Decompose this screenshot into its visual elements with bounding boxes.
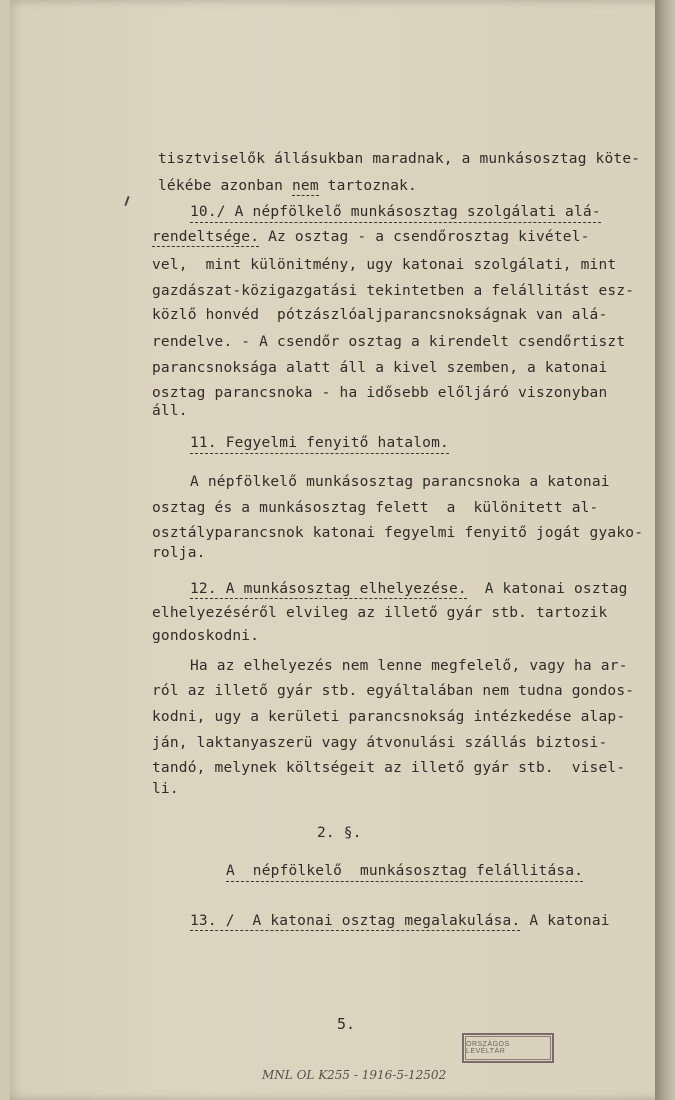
text-line: osztag és a munkásosztag felett a különitett al- — [152, 500, 599, 516]
text-line — [158, 177, 417, 195]
stamp-label: ORSZÁGOS LEVÉLTÁR — [465, 1036, 551, 1060]
text-line: áll. — [152, 403, 188, 419]
line-part: tartoznak. — [318, 178, 417, 194]
text-line: ján, laktanyaszerü vagy átvonulási szállás biztosi- — [152, 735, 608, 751]
line-part: A katonai osztag — [466, 581, 628, 597]
text-line: Ha az elhelyezés nem lenne megfelelő, vagy ha ar- — [190, 658, 628, 674]
text-line: rolja. — [152, 545, 206, 561]
text-line: ról az illető gyár stb. egyáltalában nem tudna gondos- — [152, 683, 635, 699]
section-heading-11: 11. Fegyelmi fenyitő hatalom. — [190, 434, 449, 454]
text-line: parancsnoksága alatt áll a kivel szemben, a katonai — [152, 360, 608, 376]
archive-reference: MNL OL K255 - 1916-5-12502 — [262, 1068, 447, 1082]
text-line: kodni, ugy a kerületi parancsnokság intézkedése alap- — [152, 709, 626, 725]
line-part: A katonai — [520, 913, 610, 929]
text-line: A népfölkelő munkásosztag parancsnoka a katonai — [190, 474, 610, 490]
line-part: lékébe azonban — [158, 178, 292, 194]
text-line: gondoskodni. — [152, 628, 260, 644]
text-line: tandó, melynek költségeit az illető gyár stb. visel- — [152, 760, 626, 776]
text-line: elhelyezéséről elvileg az illető gyár stb. tartozik — [152, 605, 608, 621]
section-heading-10: 10./ A népfölkelő munkásosztag szolgálati alá- — [190, 203, 601, 223]
text-line: gazdászat-közigazgatási tekintetben a felállitást esz- — [152, 283, 635, 299]
heading-underlined: 12. A munkásosztag elhelyezése. — [190, 581, 467, 597]
section-heading-13 — [190, 912, 610, 930]
line-part: Az osztag - a csendőrosztag kivétel- — [259, 229, 590, 245]
text-line: rendelve. - A csendőr osztag a kirendelt csendőrtiszt — [152, 334, 626, 350]
text-line — [152, 228, 590, 246]
text-line: közlő honvéd pótzászlóaljparancsnokságnak van alá- — [152, 307, 608, 323]
page-number: 5. — [337, 1015, 356, 1033]
text-line: osztag parancsnoka - ha idősebb előljáró viszonyban — [152, 385, 608, 401]
chapter-title: A népfölkelő munkásosztag felállitása. — [226, 862, 583, 882]
underlined-word: nem — [291, 178, 319, 194]
heading-continuation: rendeltsége. — [152, 229, 260, 245]
page-binding-shadow — [655, 0, 675, 1100]
heading-underlined: 13. / A katonai osztag megalakulása. — [190, 913, 521, 929]
section-heading-12 — [190, 580, 628, 598]
text-line: vel, mint különitmény, ugy katonai szolgálati, mint — [152, 257, 617, 273]
paragraph-sign-heading: 2. §. — [317, 825, 362, 841]
text-line: osztályparancsnok katonai fegyelmi fenyitő jogát gyako- — [152, 525, 644, 541]
text-line: li. — [152, 781, 179, 797]
archive-stamp — [462, 1033, 554, 1063]
text-line: tisztviselők állásukban maradnak, a munkásosztag köte- — [158, 151, 641, 167]
